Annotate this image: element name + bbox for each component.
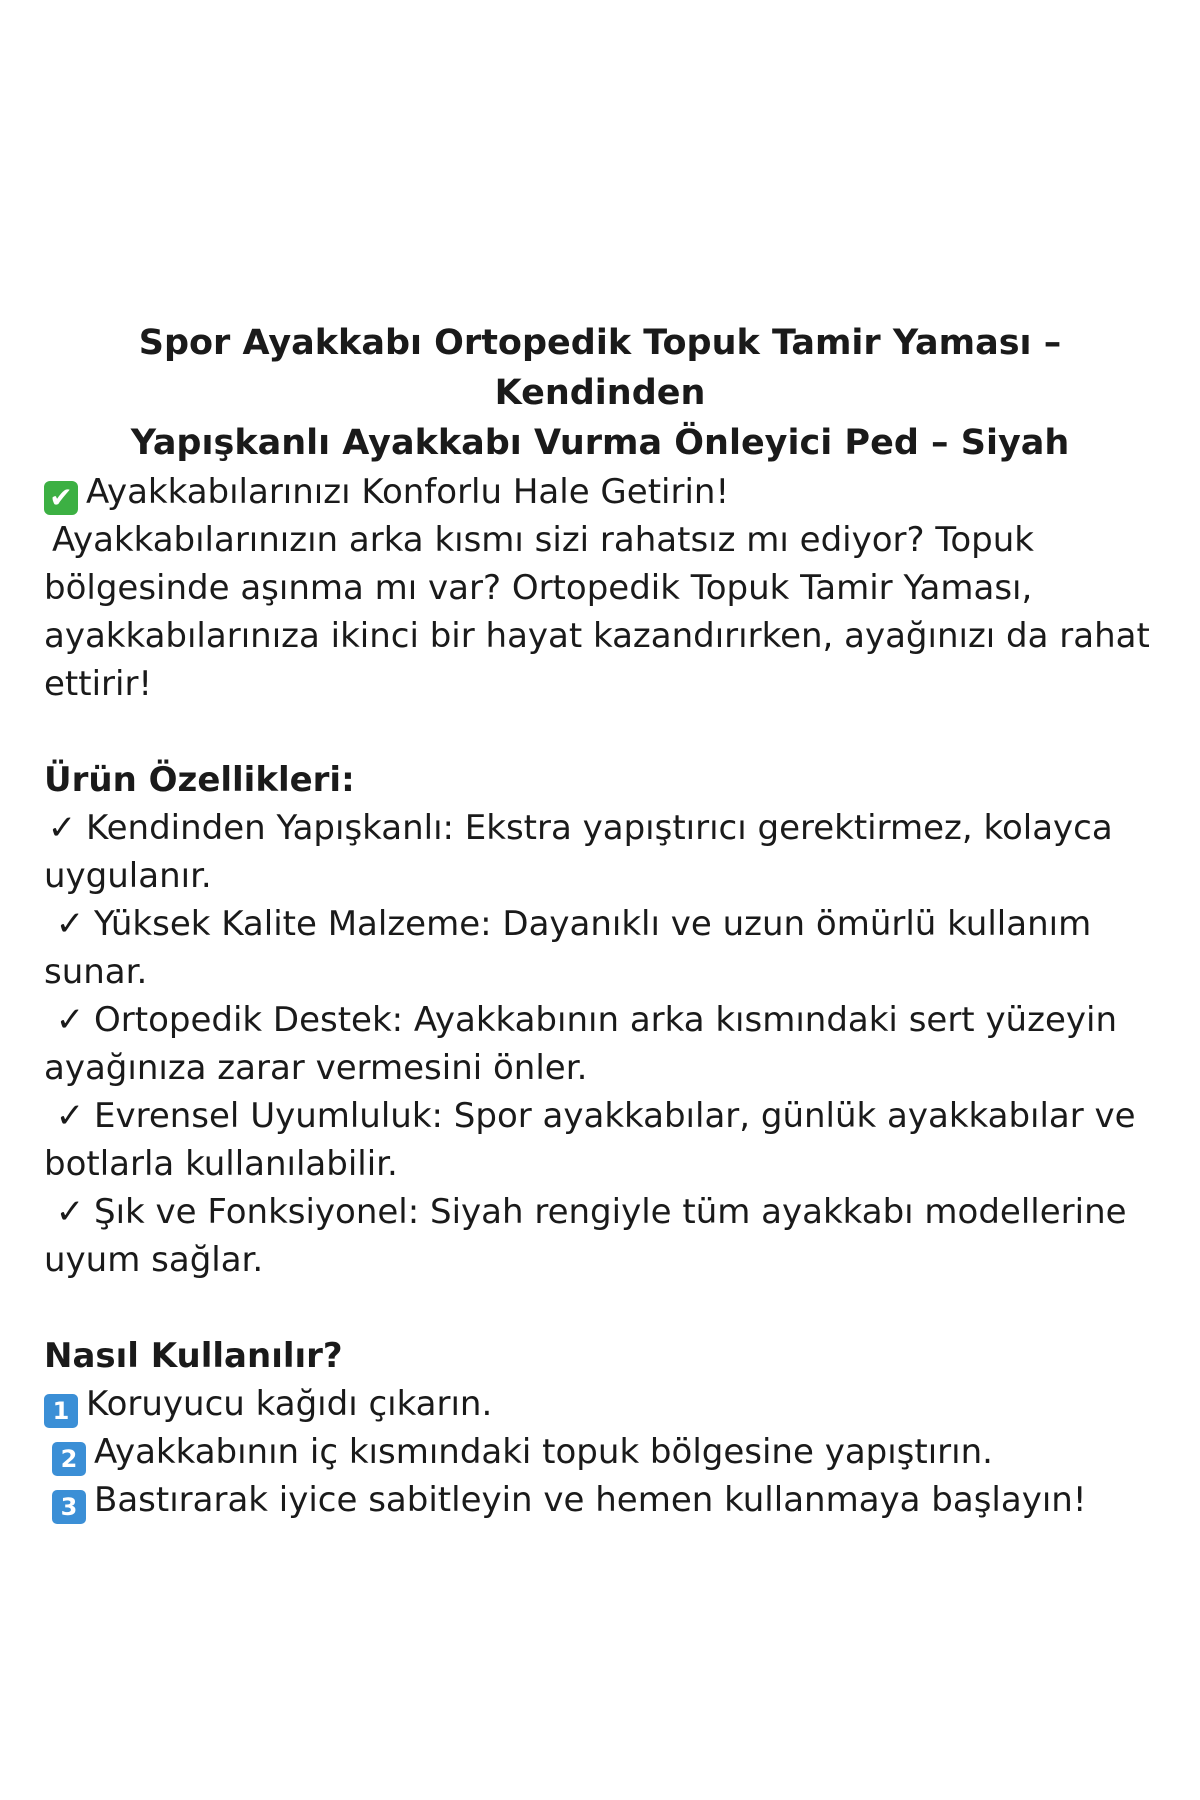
spacer	[44, 1284, 1156, 1332]
check-mark-icon: ✓	[55, 1096, 85, 1136]
usage-step	[44, 1380, 1156, 1428]
keycap-number-icon: 1	[44, 1394, 78, 1428]
feature-item-line-2: uyum sağlar.	[44, 1240, 264, 1280]
intro-paragraph-line-4: ettirir!	[44, 664, 153, 704]
feature-item-line-1: Evrensel Uyumluluk: Spor ayakkabılar, günlük ayakkabılar ve	[94, 1096, 1136, 1136]
spacer	[44, 708, 1156, 756]
intro-headline	[44, 468, 1156, 516]
usage-step	[44, 1428, 1156, 1476]
check-mark-icon: ✓	[47, 808, 77, 848]
usage-step-text: Ayakkabının iç kısmındaki topuk bölgesine yapıştırın.	[94, 1432, 993, 1472]
product-description	[44, 318, 1156, 1524]
feature-item-line-2: uygulanır.	[44, 856, 212, 896]
feature-item-line-2: sunar.	[44, 952, 148, 992]
check-mark-icon: ✓	[55, 1000, 85, 1040]
usage-heading: Nasıl Kullanılır?	[44, 1336, 343, 1376]
feature-item-line-2: botlarla kullanılabilir.	[44, 1144, 398, 1184]
feature-item	[44, 900, 1156, 996]
usage-step-text: Koruyucu kağıdı çıkarın.	[86, 1384, 493, 1424]
feature-item	[44, 1188, 1156, 1284]
feature-item-line-1: Yüksek Kalite Malzeme: Dayanıklı ve uzun ömürlü kullanım	[94, 904, 1092, 944]
feature-item	[44, 804, 1156, 900]
check-mark-icon: ✓	[55, 904, 85, 944]
intro-headline-text: Ayakkabılarınızı Konforlu Hale Getirin!	[86, 472, 730, 512]
usage-step	[44, 1476, 1156, 1524]
features-heading: Ürün Özellikleri:	[44, 760, 355, 800]
check-mark-button-icon: ✔	[44, 481, 78, 515]
usage-step-text: Bastırarak iyice sabitleyin ve hemen kullanmaya başlayın!	[94, 1480, 1087, 1520]
product-title-line-1: Spor Ayakkabı Ortopedik Topuk Tamir Yaması – Kendinden	[138, 323, 1062, 413]
intro-paragraph-line-1: Ayakkabılarınızın arka kısmı sizi rahatsız mı ediyor? Topuk	[52, 520, 1034, 560]
check-mark-icon: ✓	[55, 1192, 85, 1232]
feature-item-line-1: Kendinden Yapışkanlı: Ekstra yapıştırıcı gerektirmez, kolayca	[86, 808, 1113, 848]
keycap-number-icon: 3	[52, 1490, 86, 1524]
feature-item-line-2: ayağınıza zarar vermesini önler.	[44, 1048, 588, 1088]
feature-item-line-1: Ortopedik Destek: Ayakkabının arka kısmındaki sert yüzeyin	[94, 1000, 1117, 1040]
intro-paragraph-line-3: ayakkabılarınıza ikinci bir hayat kazandırırken, ayağınızı da rahat	[44, 616, 1150, 656]
feature-item	[44, 996, 1156, 1092]
intro-paragraph-line-2: bölgesinde aşınma mı var? Ortopedik Topuk Tamir Yaması,	[44, 568, 1033, 608]
feature-item-line-1: Şık ve Fonksiyonel: Siyah rengiyle tüm ayakkabı modellerine	[94, 1192, 1127, 1232]
keycap-number-icon: 2	[52, 1442, 86, 1476]
product-title-line-2: Yapışkanlı Ayakkabı Vurma Önleyici Ped – Siyah	[130, 423, 1070, 463]
product-title	[44, 318, 1156, 468]
feature-item	[44, 1092, 1156, 1188]
